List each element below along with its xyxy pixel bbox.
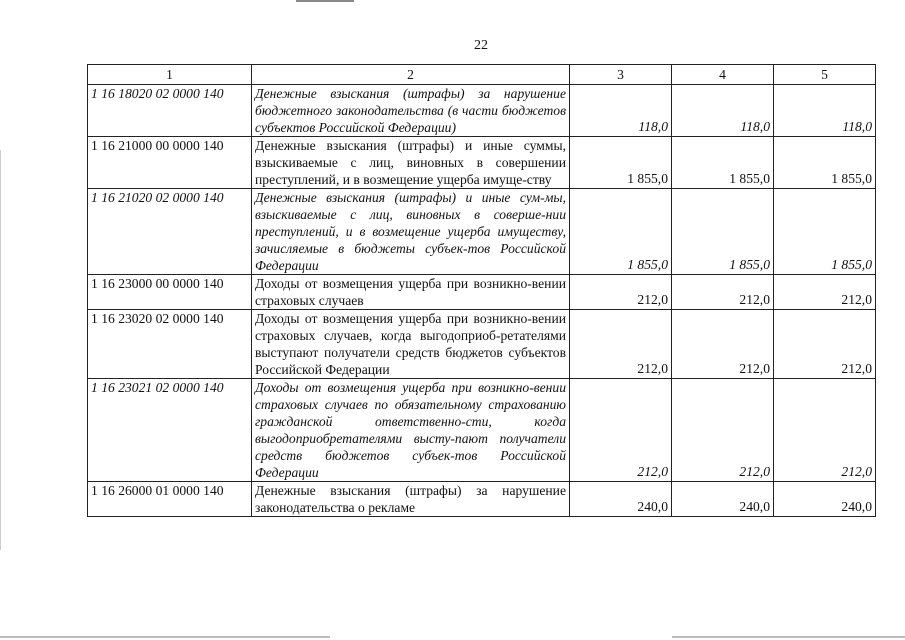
- value-col-3-cell: 212,0: [570, 275, 672, 310]
- description-cell: Доходы от возмещения ущерба при возникно-вении страховых случаев, когда выгодоприоб-ретателями выступают получатели средств бюджетов субъектов Российской Федерации: [252, 310, 570, 379]
- table-row: [88, 189, 876, 275]
- budget-code-cell: 1 16 21000 00 0000 140: [88, 137, 252, 189]
- value-col-5-cell: 212,0: [774, 275, 876, 310]
- header-col-2: 2: [252, 65, 570, 85]
- value-col-3-cell: 118,0: [570, 85, 672, 137]
- value-col-3-cell: 212,0: [570, 379, 672, 482]
- description-cell: Доходы от возмещения ущерба при возникно-вении страховых случаев по обязательному страхованию гражданской ответственно-сти, когда выгодоприобретателями высту-пают получатели средств бюджетов субъек-тов Российской Федерации: [252, 379, 570, 482]
- value-col-5-cell: 212,0: [774, 379, 876, 482]
- table-row: [88, 85, 876, 137]
- value-col-4-cell: 1 855,0: [672, 137, 774, 189]
- description-cell: Денежные взыскания (штрафы) и иные суммы, взыскиваемые с лиц, виновных в совершении преступлений, и в возмещение ущерба имуще-ству: [252, 137, 570, 189]
- value-col-3-cell: 240,0: [570, 482, 672, 517]
- budget-code-cell: 1 16 23020 02 0000 140: [88, 310, 252, 379]
- description-cell: Доходы от возмещения ущерба при возникно-вении страховых случаев: [252, 275, 570, 310]
- budget-code-cell: 1 16 21020 02 0000 140: [88, 189, 252, 275]
- value-col-4-cell: 212,0: [672, 310, 774, 379]
- description-cell: Денежные взыскания (штрафы) и иные сум-мы, взыскиваемые с лиц, виновных в соверше-нии преступлений, и в возмещение ущерба имуществу, зачисляемые в бюджеты субъек-тов Российской Федерации: [252, 189, 570, 275]
- value-col-4-cell: 212,0: [672, 275, 774, 310]
- page-number: 22: [474, 38, 488, 53]
- budget-code-cell: 1 16 26000 01 0000 140: [88, 482, 252, 517]
- value-col-3-cell: 1 855,0: [570, 137, 672, 189]
- header-col-5: 5: [774, 65, 876, 85]
- value-col-5-cell: 240,0: [774, 482, 876, 517]
- header-col-3: 3: [570, 65, 672, 85]
- header-col-1: 1: [88, 65, 252, 85]
- value-col-4-cell: 212,0: [672, 379, 774, 482]
- value-col-4-cell: 240,0: [672, 482, 774, 517]
- value-col-4-cell: 1 855,0: [672, 189, 774, 275]
- top-rule: [296, 0, 354, 2]
- value-col-5-cell: 1 855,0: [774, 137, 876, 189]
- bottom-rule: [0, 636, 330, 638]
- value-col-3-cell: 1 855,0: [570, 189, 672, 275]
- value-col-3-cell: 212,0: [570, 310, 672, 379]
- bottom-rule: [672, 636, 905, 638]
- budget-code-cell: 1 16 23021 02 0000 140: [88, 379, 252, 482]
- header-col-4: 4: [672, 65, 774, 85]
- value-col-5-cell: 212,0: [774, 310, 876, 379]
- budget-code-cell: 1 16 23000 00 0000 140: [88, 275, 252, 310]
- budget-code-cell: 1 16 18020 02 0000 140: [88, 85, 252, 137]
- description-cell: Денежные взыскания (штрафы) за нарушение законодательства о рекламе: [252, 482, 570, 517]
- description-cell: Денежные взыскания (штрафы) за нарушение бюджетного законодательства (в части бюджетов субъектов Российской Федерации): [252, 85, 570, 137]
- table-header-row: [88, 65, 876, 85]
- value-col-5-cell: 118,0: [774, 85, 876, 137]
- table-row: [88, 310, 876, 379]
- table-row: [88, 137, 876, 189]
- value-col-5-cell: 1 855,0: [774, 189, 876, 275]
- table-row: [88, 379, 876, 482]
- scan-edge: [0, 150, 1, 550]
- value-col-4-cell: 118,0: [672, 85, 774, 137]
- budget-table: [87, 64, 876, 517]
- table-row: [88, 275, 876, 310]
- table-row: [88, 482, 876, 517]
